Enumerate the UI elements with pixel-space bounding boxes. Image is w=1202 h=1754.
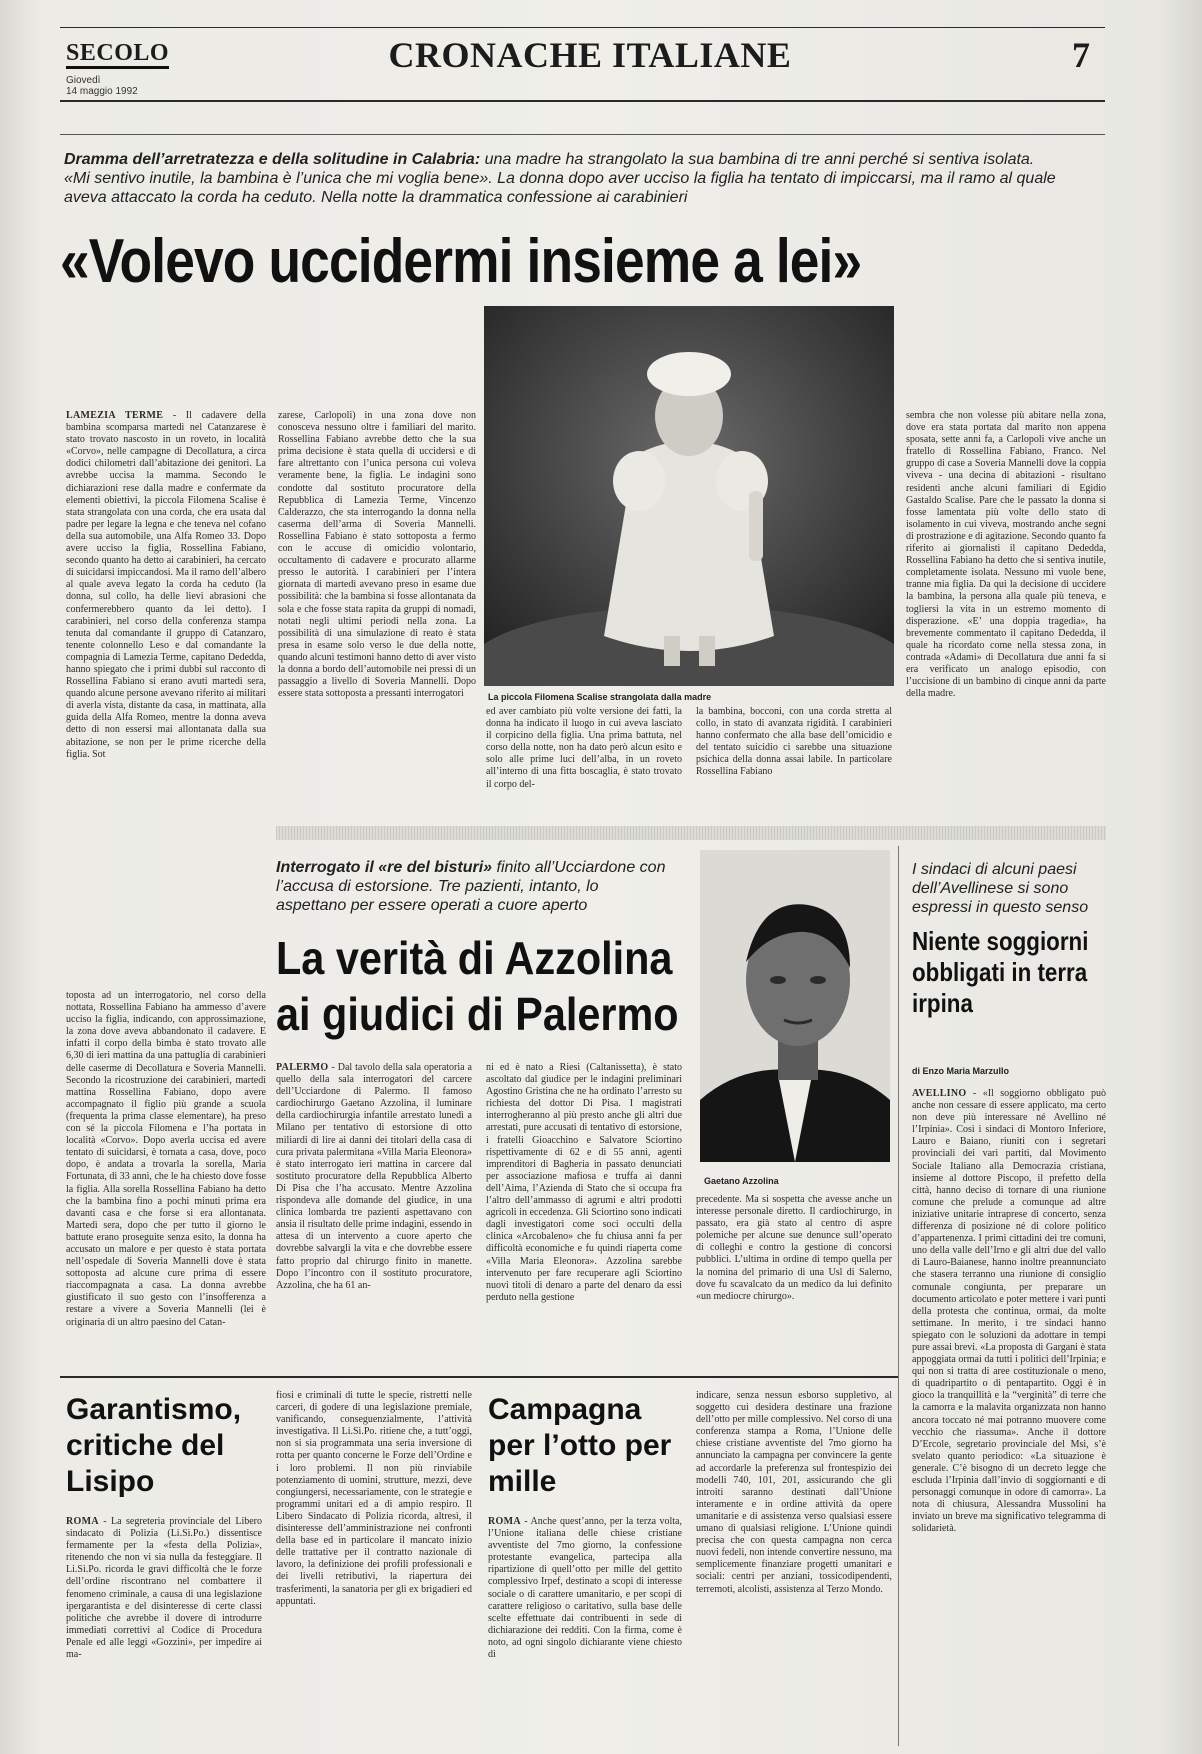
lead-column-4: la bambina, bocconi, con una corda stretta al collo, in stato di avanzata rigidità. I carabinieri hanno confermato che alla base dell’omicidio e del tentato suicidio ci sarebbe una situazione psichica della donna assai labile. In particolare Rossellina Fabiano: [696, 706, 892, 778]
ottopermille-column-1: [488, 1516, 682, 1738]
date-full: 14 maggio 1992: [66, 86, 138, 97]
sindaci-headline: Niente soggiorni obbligati in terra irpina: [912, 926, 1089, 1018]
lisipo-column-1-text: - La segreteria provinciale del Libero sindacato di Polizia (Li.Si.Po.) dissentisce fermamente per la «festa della Polizia», ritenendo che non vi sia nulla da festeggiare. Il Li.Si.Po. ricorda le gravi difficoltà che le forze dell’ordine riscontrano nel combattere il fenomeno criminale, a causa di una legislazione ipergarantista e del disinteresse di certe classi politiche che avrebbe il dovere di introdurre immediati correttivi al Codice di Procedura Penale ed alle leggi «Gozzini», per impedire ai ma-: [66, 1516, 262, 1661]
lisipo-column-2: fiosi e criminali di tutte le specie, ristretti nelle carceri, di godere di una legislazione premiale, vanificando, conseguenzialmente, l’attività investigativa. Il Li.Si.Po. ritiene che, a tutt’oggi, non si sia programmata una seria inversione di rotta per quanto concerne le Forze dell’Ordine e i loro problemi. Il non più rinviabile potenziamento di uomini, strutture, mezzi, deve congiungersi, necessariamente, con le strategie e programmi unitari ed a di ampio respiro. Il Libero Sindacato di Polizia ricorda, altresì, il disinteresse dell’amministrazione nei confronti della base ed in particolare il mancato inizio delle trattative per il contratto nazionale di lavoro, la definizione dei profili professionali e dei livelli retributivi, la riapertura dei trasferimenti, la sanatoria per gli ex brigadieri ed appuntati.: [276, 1390, 472, 1607]
sindaci-kicker: I sindaci di alcuni paesi dell’Avellinese si sono espressi in questo senso: [912, 861, 1089, 916]
azzolina-photo: [700, 850, 890, 1162]
ottopermille-column-2: indicare, senza nessun esborso suppletivo, al soggetto cui desidera destinare una frazione dell’otto per mille complessivo. Nel corso di una conferenza stampa a Roma, l’Unione delle chiese cristiane avventiste del 7mo giorno ha annunciato la campagna per convincere la gente ad accordarle la preferenza sul frontespizio dei modelli 740, 101, 201, assicurando che gli introiti saranno destinati dall’Unione interamente e in ordine attività da opere umanitarie e di assistenza verso qualsiasi essere umano di qualsiasi religione. L’Unione quindi precisa che con questa campagna non cerca nuovi fedeli, non intende convertire nessuno, ma semplicemente finanziare progetti umanitari e sociali: centri per anziani, tossicodipendenti, terremoti, alcolisti, assistenza al Terzo Mondo.: [696, 1390, 892, 1595]
ottopermille-column-1-text: - Anche quest’anno, per la terza volta, l’Unione italiana delle chiese cristiane avventiste del 7mo giorno, la confessione protestante evangelica, partecipa alla ripartizione di quell’otto per mille del gettito complessivo Irpef, destinato a scopi di interesse sociale o di carattere umanitario, e per scopi di carattere religioso o caritativo, sulla base delle scelte effettuate dai contribuenti in sede di dichiarazione dei redditi. Con la firma, come è noto, ad ogni singolo dichiarante viene chiesto di: [488, 1516, 682, 1661]
sindaci-column-1: [912, 1088, 1106, 1738]
lead-column-2: zarese, Carlopoli) in una zona dove non conosceva nessuno oltre i familiari del marito. Rossellina Fabiano avrebbe detto che la sua prima decisione è stata quella di uccidersi e di fare altrettanto con l’unica persona cui voleva veramente bene, la figlia. Le indagini sono condotte dal sostituto procuratore della Repubblica di Lamezia Terme, Vincenzo Calderazzo, che sta interrogando la donna nella caserma dell’arma di Soveria Mannelli. Rossellina Fabiano è stato sottoposta a fermo con le accuse di omicidio volontario, occultamento di cadavere e procurato allarme presso le autorità. I carabinieri per l’intera giornata di martedì avevano preso in esame due possibilità: che la bambina si fosse allontanata da sola e che fosse stata rapita da gruppi di nomadi, notati negli ultimi periodi nella zona. La possibilità di una simulazione di reato è stata presa in esame solo verso le due della notte, quando alcuni testimoni hanno detto di aver visto la donna a bordo dell’automobile nei pressi di un passaggio a livello di Soveria Mannelli. Dopo essere stata sottoposta a pressanti interrogatori: [278, 410, 476, 700]
azzolina-column-1-text: - Dal tavolo della sala operatoria a quello della sala interrogatori del carcere dell’Ucciardone di Palermo. Il famoso cardiochirurgo Gaetano Azzolina, il luminare della cardiochirurgia infantile arrestato lunedì a Milano per tentativo di estorsione di otto miliardi di lire ai danni dei titolari della casa di cura privata palermitana «Villa Maria Eleonora» è stato interrogato ieri mattina in carcere dal sostituto procuratore della Repubblica Alberto Di Pisa che l’ha accusato. Mentre Azzolina rispondeva alle domande del giudice, in una clinica lombarda tre pazienti aspettavano con ansia il risultato delle prime indagini, essendo in attesa di un intervento a cuore aperto che dovrebbe salvargli la vita e che dovrebbe essere fatto proprio dal chirurgo finito in manette. Dopo l’incontro con il sostituto procuratore, Azzolina, che ha 61 an-: [276, 1062, 472, 1291]
lead-column-1-text: - Il cadavere della bambina scomparsa martedì nel Catanzarese è stato trovato nascosto in un roveto, in località «Corvo», nelle campagne di Decollatura, a circa dodici chilometri dall’abitazione dei genitori. La avrebbe uccisa la mamma. Secondo le dichiarazioni rese dalla madre e confermate da elementi obiettivi, la piccola Filomena Scalise è stata strangolata con una corda, che era usata dal padre per legare la legna e che teneva nel cofano della sua automobile, una Alfa Romeo 33. Dopo avere ucciso la figlia, Rossellina Fabiano, secondo quanto ha detto ai carabinieri, ha cercato di suicidarsi impiccandosi. Ma il ramo dell’albero al quale aveva legato la corda ha ceduto (la donna, sul collo, ha delle lievi abrasioni che confermerebbero quanto da lei detto). I carabinieri, nel corso della conferenza stampa tenuta dal comandante il gruppo di Catanzaro, tenente colonnello Leso e dal comandante la compagnia di Lamezia Terme, capitano Dededda, hanno spiegato che i primi dubbi sul racconto di Rossellina Fabiano si erano avuti martedì sera, quando alcune persone avevano riferito ai militari di averla vista, distante da casa, in mattinata, alla guida della Alfa Romeo, mentre la donna aveva detto di non essersi mai allontanata dalla sua abitazione, se non per le prime ricerche della figlia. Sot: [66, 410, 266, 760]
azzolina-kicker-bold: Interrogato il «re del bisturi»: [276, 859, 493, 876]
azzolina-kicker: [276, 858, 666, 915]
azzolina-kicker-text: finito all’Ucciardone con l’accusa di estorsione. Tre pazienti, intanto, lo aspettano per essere operati a cuore aperto: [276, 859, 666, 914]
azzolina-dateline: PALERMO: [276, 1062, 329, 1073]
lead-column-1: [66, 410, 266, 990]
azzolina-photo-caption: Gaetano Azzolina: [704, 1176, 779, 1186]
ottopermille-headline: Campagna per l’otto per mille: [488, 1393, 672, 1498]
azzolina-headline-line-2: ai giudici di Palermo: [276, 988, 679, 1040]
child-photo-image: [484, 306, 894, 686]
lead-column-1-continued: [66, 990, 266, 1370]
masthead-logo: SECOLO: [66, 40, 169, 69]
column-divider: [898, 846, 899, 1746]
azzolina-column-3: precedente. Ma si sospetta che avesse anche un interesse personale diretto. Il cardiochirurgo, in passato, era già stato al centro di aspre polemiche per alcune sue denunce sull’operato di colleghi e contro la gestione di concorsi pubblici. L’ultima in ordine di tempo quella per la nomina del primario di una Usl di Salerno, dove fu scavalcato da un medico da lui definito «un mediocre chirurgo».: [696, 1194, 892, 1302]
lead-dateline: LAMEZIA TERME: [66, 410, 164, 421]
lead-column-1b-text: toposta ad un interrogatorio, nel corso della nottata, Rossellina Fabiano ha ammesso d’avere ucciso la figlia, indicando, con approssimazione, la zona dove aveva abbandonato il cadavere. E infatti il corpo della bimba è stato trovato alle 6,30 di ieri mattina da una pattuglia di carabinieri delle caserme di Decollatura e Soveria Mannelli. Secondo la ricostruzione dei carabinieri, martedì mattina Rossellina Fabiano, dopo avere accompagnato il figlio più grande a scuola (frequenta la prima classe elementare), ha preso con sé la piccola Filomena e l’ha portata in località «Corvo». Dopo averla uccisa ed avere tentato di suicidarsi, è tornata a casa, dove, poco dopo, è andata a trovarla la sorella, Maria Fortunata, di 33 anni, che le ha chiesto dove fosse la figlia. Alla sorella Rossellina Fabiano ha detto che la bambina fino a pochi minuti prima era davanti casa e che forse si era allontanata. Martedì sera, dopo che per tutto il giorno le battute erano proseguite senza esito, la donna ha accusato un malore e per questo è stata portata nell’ospedale di Soveria Mannelli dove è stata sottoposta ad alcune cure prima di essere riaccompagnata a casa. La donna avrebbe giustificato il suo gesto con l’insofferenza a restare a vivere a Soveria Mannelli (lei è originaria di un altro paesino del Catan-: [66, 990, 266, 1328]
lead-top-rule: [60, 134, 1105, 135]
lead-column-5: sembra che non volesse più abitare nella zona, dove era stata portata dal marito non appena sposata, sette anni fa, a Carlopoli vive anche un fratello di Rossellina Fabiano, Franco. Nel gruppo di case a Soveria Mannelli dove la coppia viveva - una decina di abitazioni - risultano residenti anche alcuni familiari di Egidio Gastaldo Scalise. Pare che le passato la donna si fosse lamentata più volte dello stato di isolamento in cui viveva, mostrando anche segni di prostrazione e di agitazione. Secondo quanto fa riferito ai giornalisti il capitano Dededda, Rossellina Fabiano ha detto che si sentiva inutile, completamente isolata. Nessuno mi vuole bene, tranne mia figlia. Da qui la decisione di uccidere la bambina, la persona alla quale più teneva, e togliersi la vita in un estremo momento di disperazione. «E’ una doppia tragedia», ha brevemente commentato il capitano Dededda, il quale ha ricordato come nella stessa zona, in contrada «Adami» di Decollatura due anni fa si era verificato un analogo episodio, con l’uccisione di un bambino di cinque anni da parte della madre.: [906, 410, 1106, 700]
date-day: Giovedì: [66, 75, 101, 86]
azzolina-column-1: [276, 1062, 472, 1362]
lead-kicker-bold: Dramma dell’arretratezza e della solitudine in Calabria:: [64, 151, 481, 168]
lead-kicker-text: una madre ha strangolato la sua bambina di tre anni perché si sentiva isolata. «Mi sentivo inutile, la bambina è l’unica che mi voglia bene». La donna dopo aver ucciso la figlia ha tentato di impiccarsi, ma il ramo al quale aveva attaccato la corda ha ceduto. Nella notte la drammatica confessione ai carabinieri: [64, 151, 1056, 206]
header-rule: [60, 100, 1105, 102]
section-title: CRONACHE ITALIANE: [388, 35, 792, 75]
lisipo-headline: Garantismo, critiche del Lisipo: [66, 1393, 242, 1498]
lead-column-3: ed aver cambiato più volte versione dei fatti, la donna ha indicato il luogo in cui aveva lasciato il corpicino della figlia. Una prima battuta, nel corso della notte, non ha dato però alcun esito e solo alle prime luci dell’alba, in un roveto all’interno di una fitta boscaglia, è stato trovato il corpo del-: [486, 706, 682, 790]
masthead-date: [66, 75, 138, 97]
azzolina-photo-image: [700, 850, 890, 1162]
lead-kicker: [64, 150, 1064, 207]
top-rule: [60, 27, 1105, 28]
child-photo-caption: La piccola Filomena Scalise strangolata dalla madre: [488, 692, 712, 702]
lead-headline: «Volevo uccidermi insieme a lei»: [60, 227, 862, 296]
lisipo-dateline: ROMA: [66, 1516, 99, 1527]
bottom-section-rule: [60, 1376, 898, 1378]
section-band: [276, 826, 1106, 840]
child-photo: [484, 306, 894, 686]
ottopermille-dateline: ROMA: [488, 1516, 521, 1527]
azzolina-headline-line-1: La verità di Azzolina: [276, 932, 673, 984]
azzolina-headline: [276, 930, 679, 1042]
sindaci-byline: di Enzo Maria Marzullo: [912, 1066, 1010, 1076]
page-number: 7: [1072, 35, 1090, 75]
sindaci-dateline: AVELLINO: [912, 1088, 967, 1099]
azzolina-column-2: ni ed è nato a Riesi (Caltanissetta), è stato ascoltato dal giudice per le indagini preliminari Agostino Gristina che ne ha ordinato l’arresto su richiesta del dottor Di Pisa. I magistrati interrogheranno al più presto anche gli altri due arrestati, pure accusati di tentativo di estorsione, i fratelli Gioacchino e Salvatore Sciortino rispettivamente di 62 e di 55 anni, agenti imprenditori di Bagheria in passato denunciati per associazione mafiosa e truffa ai danni dell’Aima, l’Azienda di Stato che si occupa fra l’altro dell’ammasso di agrumi e altri prodotti agricoli in eccedenza. Gli Sciortino sono indicati dagli investigatori come soci occulti della clinica «Arcobaleno» che fu chiusa anni fa per difficoltà economiche e fu quindi riaperta come «Villa Maria Eleonora». Azzolina sarebbe intervenuto per fare recuperare agli Sciortino nuovi titoli di denaro a parte del denaro da essi perduto nella gestione: [486, 1062, 682, 1303]
sindaci-column-1-text: - «Il soggiorno obbligato può anche non cessare di essere applicato, ma certo non deve più interessare né Avellino né l’Irpinia». Così i sindaci di Montoro Inferiore, Lauro e Baiano, riuniti con i segretari provinciali dei vari partiti, dal Movimento Sociale Italiano alla Democrazia cristiana, insieme al dottore Piscopo, il prefetto della città, hanno deciso di tornare di una riunione comune che prelude a comunque ad altre iniziative unitarie intraprese di concerto, senza differenza di posizione né di colore politico d’appartenenza. I primi cittadini dei tre comuni, uno della valle dell’Irno e gli altri due del vallo di Lauro-Baianese, hanno inoltre preannunciato che stasera terranno una riunione di consiglio comunale congiunta, per preparare un documento articolato e poter mettere i vari punti della protesta che continua, ormai, da molte settimane. In merito, i tre sindaci hanno spiegato con le soluzioni da adottare in tempi pure assai brevi. «La proposta di Gargani è stata appoggiata ormai da tutti i politici dell’Irpinia; e qui non si tratta di aree costituzionale o meno, di quadripartito o di pentapartito. Oggi è in gioco la tranquillità e la “verginità” di terre che la camorra e la malavita organizzata non hanno ancora toccato né mai potranno muovere come vecchio che riassuma». Anche il dottore D’Ercole, segretario provinciale del Msi, s’è svelato quanto periodico: «La situazione è generale. C’è bisogno di un decreto legge che escluda l’Irpinia dall’invio di soggiornanti e di personaggi comunque in odore di camorra». La nota di chiusura, Alessandra Mussolini ha inviato un breve ma significativo telegramma di solidarietà.: [912, 1088, 1106, 1535]
lisipo-column-1: [66, 1516, 262, 1738]
